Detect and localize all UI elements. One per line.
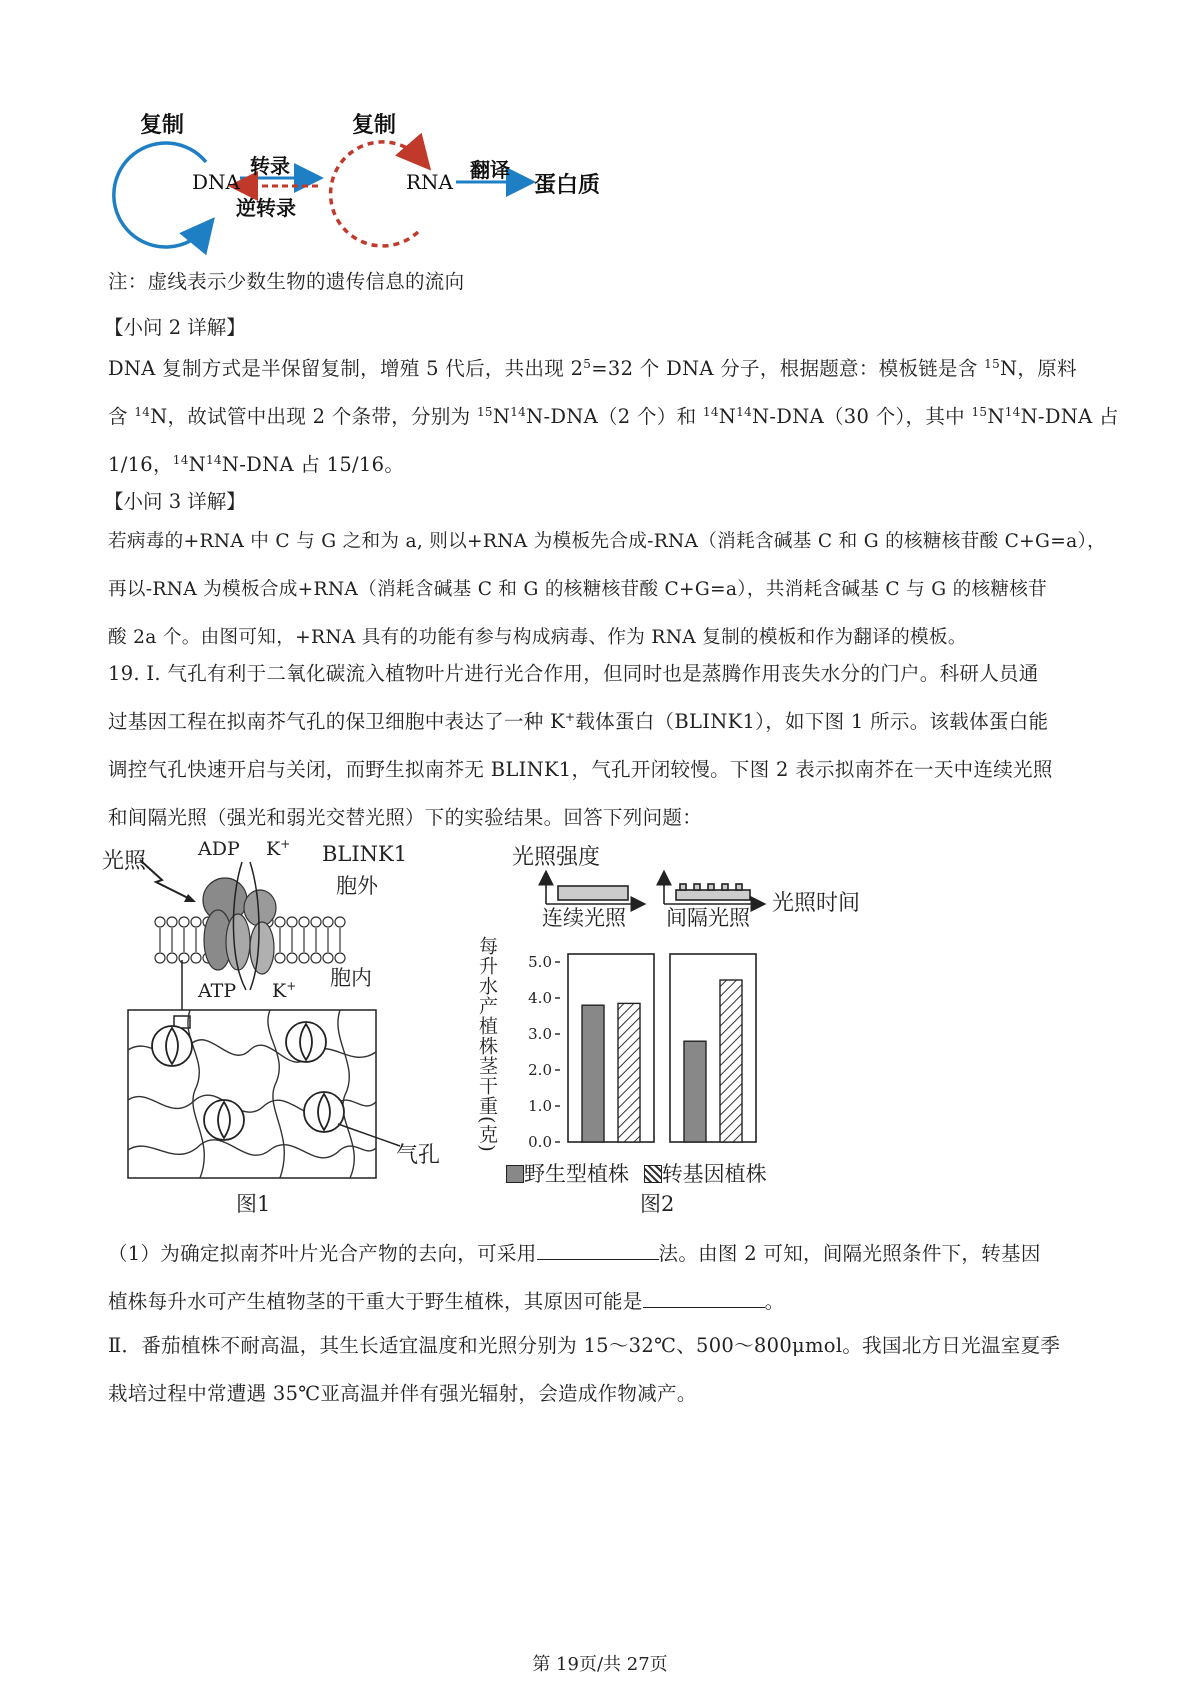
q2-heading: 【小问 2 详解】: [104, 316, 246, 339]
figure-2: [470, 840, 890, 1220]
fig1-caption: 图1: [236, 1192, 271, 1216]
q19-line2: 过基因工程在拟南芥气孔的保卫细胞中表达了一种 K+载体蛋白（BLINK1），如下图 1 所示。该载体蛋白能: [108, 710, 1049, 733]
bar-wild-2: [684, 1041, 706, 1142]
answer-blank-1[interactable]: [537, 1241, 659, 1260]
fig2-light-time-label: 光照时间: [772, 891, 861, 916]
panel-1: [568, 954, 654, 1142]
q1-line1: （1）为确定拟南芥叶片光合产物的去向，可采用 法。由图 2 可知，间隔光照条件下，转基因: [108, 1242, 1041, 1265]
y-tick-label: 0.0: [528, 1133, 552, 1151]
y-tick-label: 1.0: [528, 1097, 552, 1115]
bar-transgenic-1: [618, 1003, 640, 1142]
bar-chart: [528, 953, 756, 1151]
q3-line3: 酸 2a 个。由图可知，+RNA 具有的功能有参与构成病毒、作为 RNA 复制的模板和作为翻译的模板。: [108, 627, 967, 648]
replicate-right-label: 复制: [352, 112, 397, 138]
fig1-adp-label: ADP: [198, 838, 240, 860]
legend-transgenic-swatch: [644, 1165, 662, 1183]
q2-line2: 含 $^{14}$N，故试管中出现 2 个条带，分别为 $^{15}N^{14}N-DNA(2$ 个）和 $^{14}N^{14}N-DNA(30$ 个），其中 $^{15}N^{14}N$-DNA 占: [108, 405, 1119, 428]
fig2-continuous-label: 连续光照: [542, 906, 626, 930]
part2-paragraph: [108, 1322, 1098, 1418]
panel-2: [670, 954, 756, 1142]
part2-line1: Ⅱ．番茄植株不耐高温，其生长适宜温度和光照分别为 15～32℃、500～800μmol。我国北方日光温室夏季: [108, 1334, 1061, 1357]
replicate-left-label: 复制: [140, 112, 185, 138]
q19-line3: 调控气孔快速开启与关闭，而野生拟南芥无 BLINK1，气孔开闭较慢。下图 2 表示拟南芥在一天中连续光照: [108, 758, 1053, 781]
light-bolt: [140, 860, 192, 900]
q19-line1: 19. I. 气孔有利于二氧化碳流入植物叶片进行光合作用，但同时也是蒸腾作用丧失水分的门户。科研人员通: [108, 662, 1039, 685]
fig2-ylabel: 每升水产植株茎干重(克): [476, 936, 498, 1153]
q2-line3: 1/16，$^{14}N^{14}N$-DNA 占 15/16。: [108, 453, 405, 476]
page-footer: 第 19页/共 27页: [532, 1654, 668, 1675]
central-dogma-diagram: [100, 100, 660, 270]
y-tick-label: 2.0: [528, 1061, 552, 1079]
fig1-k-top-label: K+: [266, 837, 291, 860]
q2-paragraph: [108, 345, 1119, 489]
rna-label: RNA: [406, 170, 454, 194]
q3-heading: 【小问 3 详解】: [104, 490, 246, 513]
fig1-blink-label: BLINK1: [322, 842, 408, 866]
q19-paragraph: [108, 650, 1098, 842]
fig1-atp-label: ATP: [198, 980, 237, 1002]
q3-paragraph: [108, 518, 1106, 662]
bar-wild-1: [582, 1005, 604, 1142]
legend-wild-label: 野生型植株: [524, 1162, 629, 1186]
protein-label: 蛋白质: [534, 172, 601, 198]
fig1-light-label: 光照: [102, 849, 147, 874]
blink1-protein: [203, 878, 276, 974]
fig2-light-intensity-label: 光照强度: [512, 845, 601, 870]
fig1-stomata-label: 气孔: [396, 1143, 441, 1168]
legend-wild-swatch: [506, 1165, 524, 1183]
note-text: 注：虚线表示少数生物的遗传信息的流向: [108, 270, 465, 293]
y-tick-label: 3.0: [528, 1025, 552, 1043]
bar-transgenic-2: [720, 980, 742, 1142]
q1-line2: 植株每升水可产生植物茎的干重大于野生植株，其原因可能是 。: [108, 1290, 785, 1313]
figure-1: [100, 837, 460, 1220]
fig1-inside-label: 胞内: [330, 966, 372, 990]
reverse-transcription-label: 逆转录: [236, 196, 296, 220]
light-intensity-schematic: [546, 876, 760, 904]
q19-line4: 和间隔光照（强光和弱光交替光照）下的实验结果。回答下列问题：: [108, 806, 703, 829]
transcription-label: 转录: [250, 154, 290, 178]
answer-blank-2[interactable]: [643, 1289, 765, 1308]
fig2-caption: 图2: [640, 1192, 675, 1216]
fig1-outside-label: 胞外: [336, 874, 378, 898]
legend-transgenic-label: 转基因植株: [661, 1162, 767, 1186]
fig2-interval-label: 间隔光照: [666, 906, 750, 930]
part2-line2: 栽培过程中常遭遇 35℃亚高温并伴有强光辐射，会造成作物减产。: [108, 1382, 697, 1405]
q3-line2: 再以-RNA 为模板合成+RNA（消耗含碱基 C 和 G 的核糖核苷酸 C+G=a），共消耗含碱基 C 与 G 的核糖核苷: [108, 579, 1048, 600]
translation-label: 翻译: [470, 158, 510, 182]
q3-line1: 若病毒的+RNA 中 C 与 G 之和为 a, 则以+RNA 为模板先合成-RNA（消耗含碱基 C 和 G 的核糖核苷酸 C+G=a），: [108, 531, 1106, 552]
q2-line1: DNA 复制方式是半保留复制，增殖 5 代后，共出现 $2^5=32$ 个 DNA 分子，根据题意：模板链是含 $^{15}$N，原料: [108, 357, 1077, 380]
y-tick-label: 4.0: [528, 989, 552, 1007]
fig1-k-bottom-label: K+: [272, 979, 297, 1002]
y-tick-label: 5.0: [528, 953, 552, 971]
diagram-note: [108, 258, 1098, 306]
dna-replication-loop: [114, 143, 206, 247]
fig2-legend: [506, 1158, 767, 1188]
q1-paragraph: [108, 1230, 1098, 1326]
dna-label: DNA: [192, 170, 240, 194]
